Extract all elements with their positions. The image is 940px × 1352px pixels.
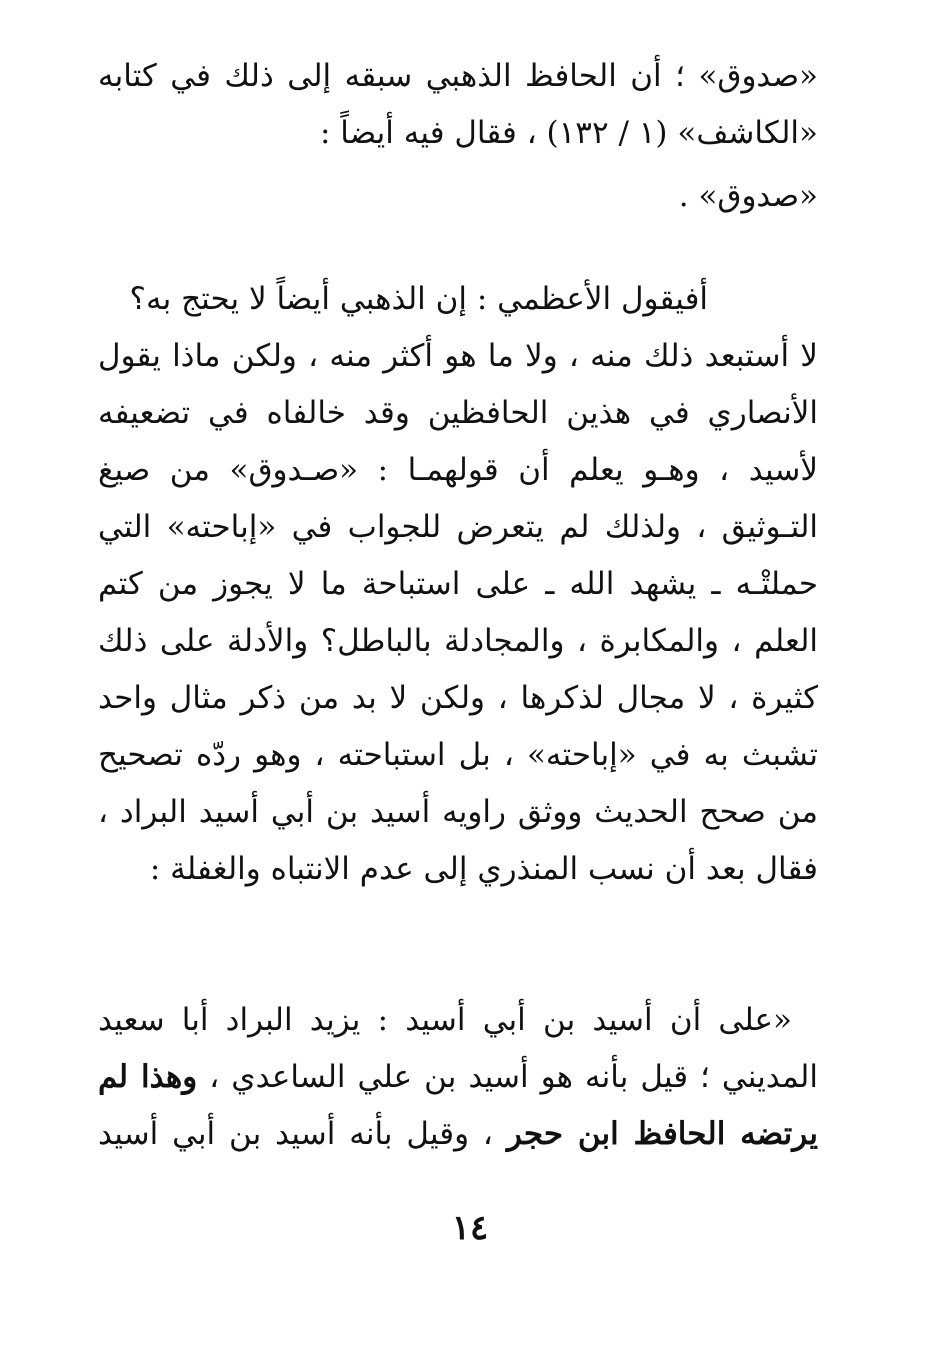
text-line: «صدوق» . (678, 178, 818, 214)
text-line: لا أستبعد ذلك منه ، ولا ما هو أكثر منه ، ولكن ماذا يقول (98, 338, 818, 374)
bold-text-segment: وهذا لم (98, 1059, 198, 1095)
bold-text-segment: يرتضه الحافظ ابن حجر (506, 1116, 818, 1152)
text-line: فقال بعد أن نسب المنذري إلى عدم الانتباه والغفلة : (149, 851, 818, 887)
text-line: حملتْـه ـ يشهد الله ـ على استباحة ما لا يجوز من كتم (98, 566, 818, 602)
quotation (98, 992, 818, 1163)
paragraph-opening (98, 48, 818, 225)
paragraph-main (98, 271, 818, 898)
text-line: لأسيد ، وهـو يعلم أن قولهمـا : «صـدوق» من صيغ (98, 452, 818, 488)
text-segment: المديني ؛ قيل بأنه هو أسيد بن علي الساعدي ، (197, 1059, 818, 1095)
text-line: الأنصاري في هذين الحافظين وقد خالفاه في تضعيفه (98, 395, 818, 431)
text-line: «صدوق» ؛ أن الحافظ الذهبي سبقه إلى ذلك في كتابه (98, 58, 818, 94)
page-number: ١٤ (451, 1208, 489, 1248)
text-line (98, 1049, 818, 1106)
text-line: أفيقول الأعظمي : إن الذهبي أيضاً لا يحتج به؟ (129, 281, 708, 317)
text-line: «على أن أسيد بن أبي أسيد : يزيد البراد أبا سعيد (98, 1002, 792, 1038)
text-line: «الكاشف» (١ / ١٣٢) ، فقال فيه أيضاً : (320, 115, 818, 151)
text-line: كثيرة ، لا مجال لذكرها ، ولكن لا بد من ذكر مثال واحد (98, 680, 818, 716)
text-segment: ، وقيل بأنه أسيد بن أبي أسيد (98, 1116, 493, 1152)
text-line: العلم ، والمكابرة ، والمجادلة بالباطل؟ والأدلة على ذلك (98, 623, 818, 659)
text-line (98, 1106, 818, 1163)
text-line: تشبث به في «إباحته» ، بل استباحته ، وهو ردّه تصحيح (98, 737, 818, 773)
text-line: من صحح الحديث ووثق راويه أسيد بن أبي أسيد البراد ، (98, 794, 818, 830)
text-line: التـوثيق ، ولذلك لم يتعرض للجواب في «إباحته» التي (98, 509, 818, 545)
